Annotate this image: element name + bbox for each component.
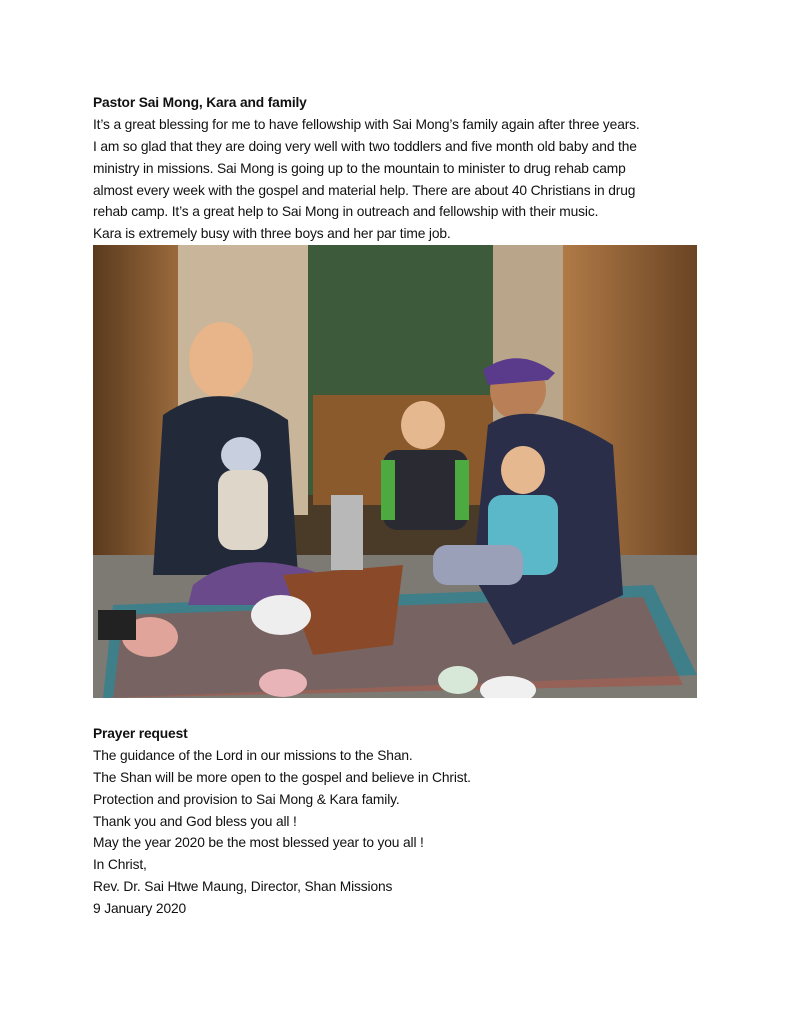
signature-name: Rev. Dr. Sai Htwe Maung, Director, Shan Missions: [93, 879, 393, 895]
date: 9 January 2020: [93, 901, 187, 917]
intro-line: almost every week with the gospel and material help. There are about 40 Christians in drug: [93, 182, 636, 198]
prayer-line: The guidance of the Lord in our missions to the Shan.: [93, 747, 413, 763]
intro-line: ministry in missions. Sai Mong is going up to the mountain to minister to drug rehab camp: [93, 160, 626, 176]
intro-line: Kara is extremely busy with three boys and her par time job.: [93, 226, 451, 242]
family-photo: [93, 245, 697, 698]
signoff: In Christ,: [93, 857, 147, 873]
intro-line: I am so glad that they are doing very well with two toddlers and five month old baby and the: [93, 138, 637, 154]
intro-line: rehab camp. It’s a great help to Sai Mong in outreach and fellowship with their music.: [93, 204, 599, 220]
prayer-line: The Shan will be more open to the gospel and believe in Christ.: [93, 769, 471, 785]
prayer-line: Protection and provision to Sai Mong & Kara family.: [93, 791, 400, 807]
intro-section: [93, 92, 640, 245]
intro-line: It’s a great blessing for me to have fellowship with Sai Mong’s family again after three years.: [93, 116, 640, 132]
intro-heading: Pastor Sai Mong, Kara and family: [93, 95, 307, 110]
prayer-heading: Prayer request: [93, 726, 188, 741]
closing-line: Thank you and God bless you all !: [93, 813, 297, 829]
closing-line: May the year 2020 be the most blessed year to you all !: [93, 835, 424, 851]
prayer-section: [93, 723, 471, 920]
